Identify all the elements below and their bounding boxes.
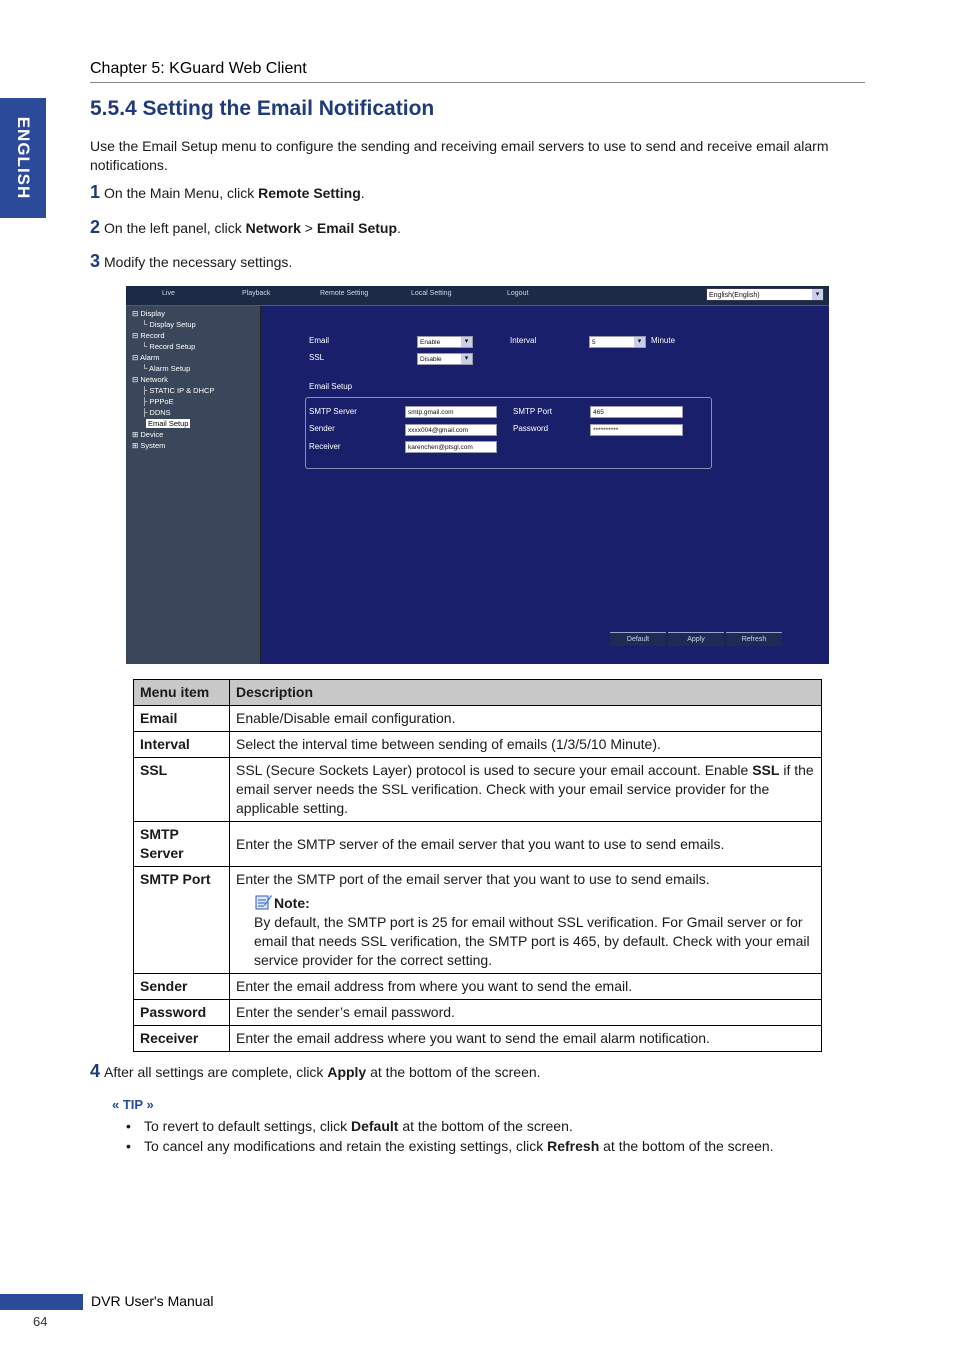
step-2 [90,217,401,238]
table-header: Description [230,680,822,706]
footer-title: DVR User's Manual [91,1293,214,1309]
step-bold: Network [245,220,301,236]
tip-text: To cancel any modifications and retain the existing settings, click [144,1138,548,1154]
interval-select-value: 5 [592,339,596,346]
row-item: SSL [134,758,230,822]
settings-tree [132,308,214,451]
row-item: SMTP Port [134,867,230,974]
tip-label: « TIP » [112,1097,154,1112]
menu-local-setting[interactable]: Local Setting [411,290,452,297]
password-label: Password [513,424,549,433]
interval-select[interactable] [589,336,646,348]
menu-logout[interactable]: Logout [507,290,529,297]
ssl-label: SSL [309,353,325,362]
description-text: Enter the SMTP port of the email server that you want to use to send emails. [236,871,710,887]
ssl-select[interactable] [417,353,473,365]
header-divider [90,82,865,83]
email-setup-screenshot [126,286,829,664]
chevron-down-icon: ▾ [634,337,645,347]
language-select[interactable] [706,288,824,301]
row-description: Select the interval time between sending of emails (1/3/5/10 Minute). [230,732,822,758]
row-item: Email [134,706,230,732]
row-description: Enable/Disable email configuration. [230,706,822,732]
table-row [134,822,822,867]
tree-item-system[interactable]: ⊞ System [132,441,166,450]
minute-label: Minute [651,336,676,345]
menu-item-table [133,679,822,1052]
note-block [236,893,815,970]
apply-button[interactable]: Apply [668,632,724,646]
tip-text: at the bottom of the screen. [398,1118,573,1134]
tree-item-ddns[interactable]: ├ DDNS [142,408,171,417]
tree-item-alarm[interactable]: ⊟ Alarm [132,353,160,362]
tip-list [126,1116,774,1156]
step-text: . [360,185,365,201]
step-text: After all settings are complete, click [104,1064,328,1080]
tip-text: To revert to default settings, click [144,1118,351,1134]
step-text: On the left panel, click [104,220,246,236]
table-row [134,867,822,974]
step-3 [90,251,292,272]
table-row [134,1026,822,1052]
row-description: Enter the SMTP server of the email server that you want to use to send emails. [230,822,822,867]
step-number: 1 [90,182,101,202]
step-bold: Email Setup [316,220,397,236]
tip-bold: Refresh [547,1138,600,1154]
chapter-heading: Chapter 5: KGuard Web Client [90,60,307,77]
table-row [134,758,822,822]
row-description: Enter the sender’s email password. [230,1000,822,1026]
table-row [134,974,822,1000]
tree-item-email-setup[interactable]: Email Setup [148,419,189,428]
tree-item-alarm-setup[interactable]: └ Alarm Setup [142,364,191,373]
tree-item-network[interactable]: ⊟ Network [132,375,168,384]
smtp-port-input[interactable]: 465 [590,406,683,418]
step-4 [90,1061,541,1082]
tip-item [126,1136,774,1156]
refresh-button[interactable]: Refresh [726,632,782,646]
password-input[interactable]: ********** [590,424,683,436]
tree-item-pppoe[interactable]: ├ PPPoE [142,397,174,406]
smtp-port-label: SMTP Port [513,407,552,416]
ssl-select-value: Disable [420,356,442,363]
section-title: 5.5.4 Setting the Email Notification [90,97,435,120]
row-item: Sender [134,974,230,1000]
tip-bold: Default [350,1118,399,1134]
step-text: On the Main Menu, click [104,185,259,201]
description-bold: SSL [752,762,780,778]
interval-label: Interval [510,336,537,345]
smtp-server-input[interactable]: smtp.gmail.com [405,406,497,418]
note-text: By default, the SMTP port is 25 for email without SSL verification. For Gmail server or for email that needs SSL verification, the SMTP port is 465, by default. Check with your email service provider for the correct setting. [254,914,810,968]
table-header-row [134,680,822,706]
email-label: Email [309,336,330,345]
table-row [134,1000,822,1026]
client-menu-bar [126,286,829,306]
row-item: Interval [134,732,230,758]
menu-playback[interactable]: Playback [242,290,271,297]
email-setup-heading: Email Setup [309,382,353,391]
row-description [230,758,822,822]
intro-paragraph: Use the Email Setup menu to configure the sending and receiving email servers to use to send and receive email alarm notifications. [90,138,829,173]
chevron-down-icon: ▾ [812,289,823,300]
note-label: Note: [274,895,310,911]
step-1 [90,182,365,203]
tip-text: at the bottom of the screen. [599,1138,774,1154]
tip-item [126,1116,774,1136]
table-row [134,706,822,732]
row-description: Enter the email address where you want to send the email alarm notification. [230,1026,822,1052]
default-button[interactable]: Default [610,632,666,646]
row-description: Enter the email address from where you want to send the email. [230,974,822,1000]
note-icon [254,893,272,910]
description-text: if the email server needs the SSL verification. Check with your email service provider for the applicable setting. [236,762,814,816]
smtp-server-label: SMTP Server [309,407,357,416]
step-text: at the bottom of the screen. [366,1064,541,1080]
sender-input[interactable]: xxxx004@gmail.com [405,424,497,436]
step-bold: Apply [327,1064,367,1080]
step-text: Modify the necessary settings. [104,254,293,270]
table-row [134,732,822,758]
step-number: 4 [90,1061,101,1081]
footer-bar [0,1294,83,1310]
settings-tree-panel [126,306,261,664]
step-number: 3 [90,251,101,271]
menu-live[interactable]: Live [162,290,175,297]
menu-remote-setting[interactable]: Remote Setting [320,290,369,297]
chevron-down-icon: ▾ [461,354,472,364]
tree-item-display[interactable]: ⊟ Display [132,309,165,318]
page-number: 64 [33,1314,48,1329]
side-tab-label: ENGLISH [14,116,33,200]
step-text: > [300,220,317,236]
tree-item-record-setup[interactable]: └ Record Setup [142,342,196,351]
email-select-value: Enable [420,339,441,346]
sender-label: Sender [309,424,335,433]
tree-item-record[interactable]: ⊟ Record [132,331,165,340]
step-bold: Remote Setting [258,185,361,201]
language-value: English(English) [709,292,760,299]
chevron-down-icon: ▾ [461,337,472,347]
step-number: 2 [90,217,101,237]
receiver-input[interactable]: karenchen@ptsgl.com [405,441,497,453]
row-description [230,867,822,974]
tree-item-static-ip[interactable]: ├ STATIC IP & DHCP [142,386,215,395]
language-side-tab [0,98,46,218]
tree-item-device[interactable]: ⊞ Device [132,430,164,439]
tree-item-display-setup[interactable]: └ Display Setup [142,320,196,329]
row-item: Password [134,1000,230,1026]
email-select[interactable] [417,336,473,348]
description-text: SSL (Secure Sockets Layer) protocol is used to secure your email account. Enable [236,762,753,778]
step-text: . [397,220,401,236]
receiver-label: Receiver [309,442,341,451]
row-item: SMTP Server [134,822,230,867]
table-header: Menu item [134,680,230,706]
row-item: Receiver [134,1026,230,1052]
